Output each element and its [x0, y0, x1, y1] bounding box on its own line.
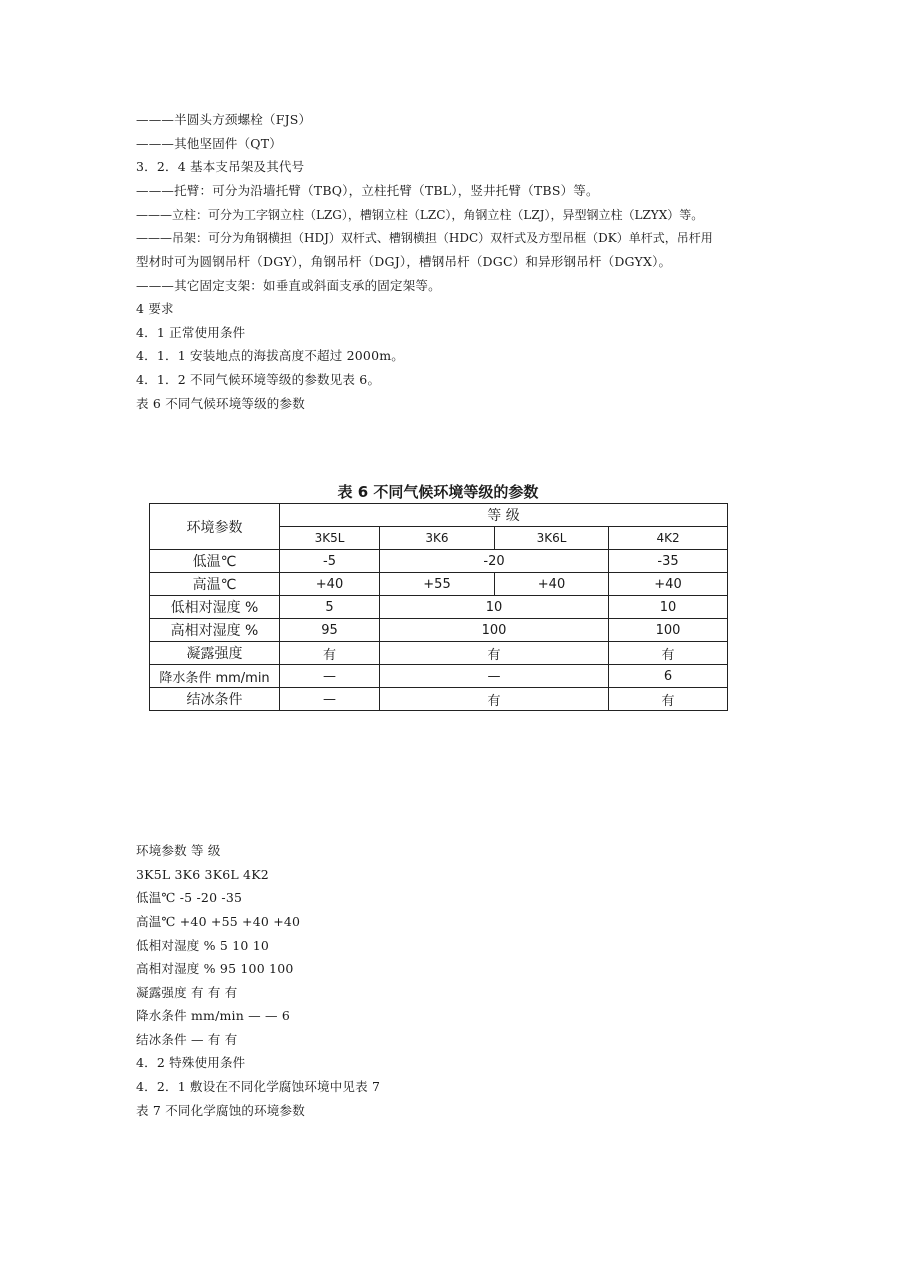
text-line: ———立柱：可分为工字钢立柱（LZG），槽钢立柱（LZC），角钢立柱（LZJ），异型钢立柱（LZYX）等。	[136, 208, 704, 222]
table-cell: +40	[280, 573, 380, 596]
row-label: 结冰条件	[150, 688, 280, 711]
text-line: ———其它固定支架：如垂直或斜面支承的固定架等。	[136, 278, 441, 293]
row-label: 降水条件 mm/min	[150, 665, 280, 688]
text-line: 4．1．2 不同气候环境等级的参数见表 6。	[136, 372, 381, 387]
table-cell: 有	[380, 642, 609, 665]
text-line: 环境参数 等 级	[136, 843, 221, 858]
text-line: 型材时可为圆钢吊杆（DGY），角钢吊杆（DGJ），槽钢吊杆（DGC）和异形钢吊杆（DGYX）。	[136, 254, 672, 269]
table-title: 表 6 不同气候环境等级的参数	[337, 483, 539, 501]
table-cell: -35	[609, 550, 728, 573]
table-row	[150, 619, 728, 642]
table-cell: -5	[280, 550, 380, 573]
text-line: ———托臂：可分为沿墙托臂（TBQ），立柱托臂（TBL），竖井托臂（TBS）等。	[136, 183, 599, 198]
table-row	[150, 573, 728, 596]
section-heading: 3．2．4 基本支吊架及其代号	[136, 159, 305, 174]
table-cell: 10	[380, 596, 609, 619]
table-cell: —	[280, 688, 380, 711]
group-header: 等 级	[280, 504, 728, 527]
table-row	[150, 596, 728, 619]
row-label: 高相对湿度 %	[150, 619, 280, 642]
class-header: 3K6L	[495, 527, 609, 550]
corner-header: 环境参数	[150, 504, 280, 550]
table-cell: 有	[280, 642, 380, 665]
section-heading: 4 要求	[136, 301, 174, 316]
table-cell: -20	[380, 550, 609, 573]
text-line: 凝露强度 有 有 有	[136, 985, 238, 1000]
table-caption: 表 6 不同气候环境等级的参数	[136, 396, 305, 411]
text-line: ———吊架：可分为角钢横担（HDJ）双杆式、槽钢横担（HDC）双杆式及方型吊框（DK）单杆式，吊杆用	[136, 231, 713, 245]
climate-parameters-table	[149, 503, 728, 711]
table-cell: 10	[609, 596, 728, 619]
table-row	[150, 665, 728, 688]
row-label: 低相对湿度 %	[150, 596, 280, 619]
table-cell: 100	[609, 619, 728, 642]
text-line: ———半圆头方颈螺栓（FJS）	[136, 112, 312, 127]
table-cell: —	[380, 665, 609, 688]
text-line: ———其他坚固件（QT）	[136, 136, 282, 151]
table-row	[150, 688, 728, 711]
text-line: 高相对湿度 % 95 100 100	[136, 961, 294, 976]
table-cell: 5	[280, 596, 380, 619]
table-header-row	[150, 504, 728, 527]
row-label: 高温℃	[150, 573, 280, 596]
text-line: 结冰条件 — 有 有	[136, 1032, 238, 1047]
class-header: 3K5L	[280, 527, 380, 550]
table-cell: 有	[609, 642, 728, 665]
table-cell: 100	[380, 619, 609, 642]
table-row	[150, 642, 728, 665]
text-line: 低相对湿度 % 5 10 10	[136, 938, 270, 953]
table-cell: 有	[609, 688, 728, 711]
text-line: 高温℃ +40 +55 +40 +40	[136, 914, 301, 929]
section-heading: 4．2 特殊使用条件	[136, 1055, 246, 1070]
text-line: 降水条件 mm/min — — 6	[136, 1008, 291, 1023]
section-heading: 4．1 正常使用条件	[136, 325, 246, 340]
table-cell: —	[280, 665, 380, 688]
table-cell: +40	[609, 573, 728, 596]
class-header: 3K6	[380, 527, 495, 550]
class-header: 4K2	[609, 527, 728, 550]
table-cell: +40	[495, 573, 609, 596]
table-cell: 有	[380, 688, 609, 711]
text-line: 低温℃ -5 -20 -35	[136, 890, 243, 905]
text-line: 4．1．1 安装地点的海拔高度不超过 2000m。	[136, 348, 404, 363]
table-cell: +55	[380, 573, 495, 596]
table-caption: 表 7 不同化学腐蚀的环境参数	[136, 1103, 305, 1118]
row-label: 低温℃	[150, 550, 280, 573]
table-cell: 95	[280, 619, 380, 642]
row-label: 凝露强度	[150, 642, 280, 665]
table-row	[150, 550, 728, 573]
table-cell: 6	[609, 665, 728, 688]
text-line: 4．2．1 敷设在不同化学腐蚀环境中见表 7	[136, 1079, 381, 1094]
text-line: 3K5L 3K6 3K6L 4K2	[136, 867, 269, 882]
